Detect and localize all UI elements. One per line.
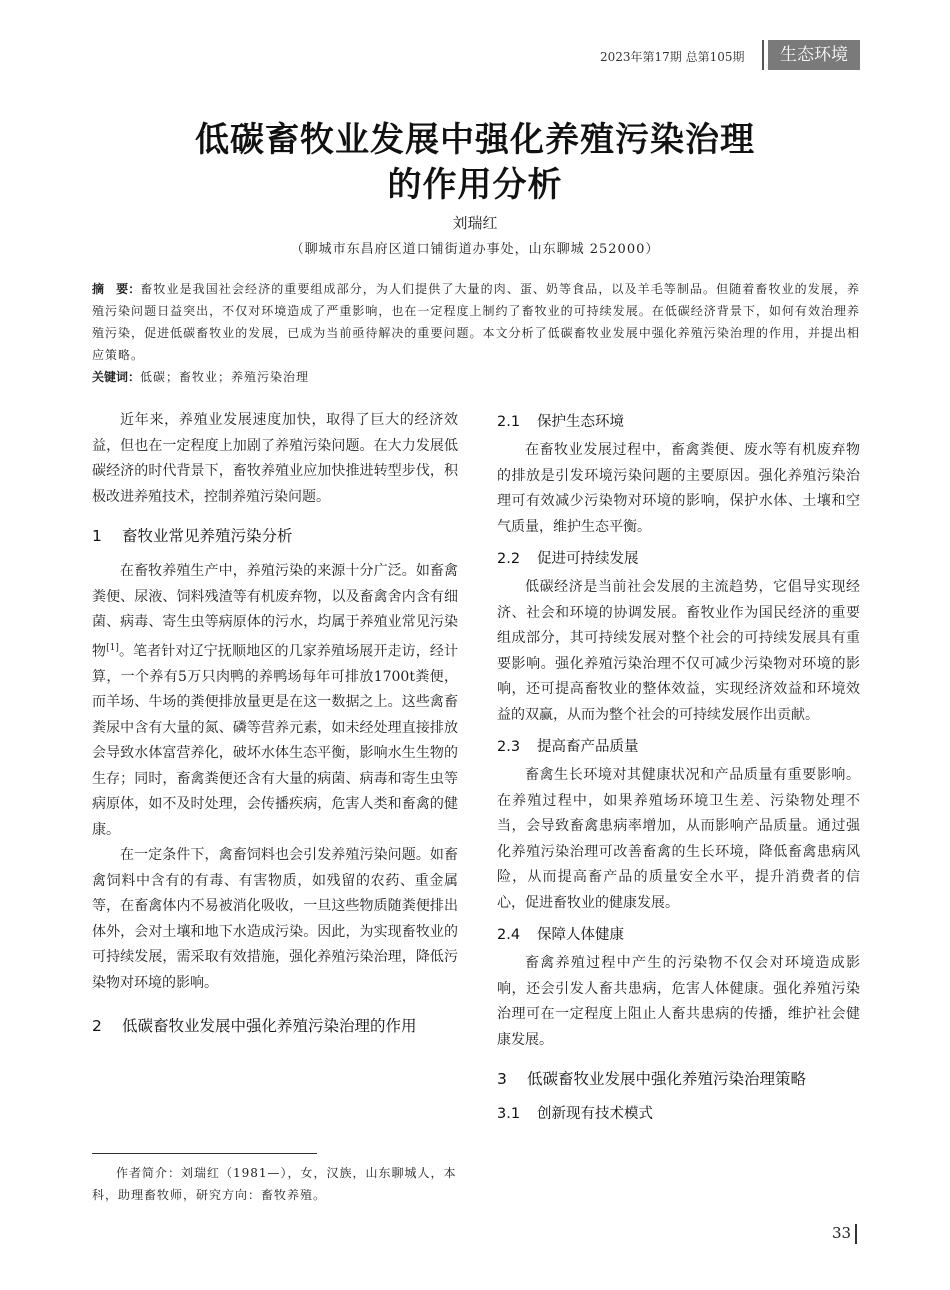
- section-2-1-paragraph: 在畜牧业发展过程中，畜禽粪便、废水等有机废弃物的排放是引发环境污染问题的主要原因。强化养殖污染治理可有效减少污染物对环境的影响，保护水体、土壤和空气质量，维护生态平衡。: [497, 442, 860, 535]
- section-3-1-title: 创新现有技术模式: [537, 1106, 653, 1122]
- section-2-3-title: 提高畜产品质量: [537, 739, 639, 755]
- author-footnote: 作者简介：刘瑞红（1981—），女，汉族，山东聊城人，本科，助理畜牧师，研究方向：畜牧养殖。: [92, 1166, 457, 1202]
- section-2-4-paragraph: 畜禽养殖过程中产生的污染物不仅会对环境造成影响，还会引发人畜共患病，危害人体健康。强化养殖污染治理可在一定程度上阻止人畜共患病的传播，维护社会健康发展。: [497, 955, 860, 1048]
- section-2-3-heading: [497, 735, 860, 760]
- section-1-paragraph-2: 在一定条件下，禽畜饲料也会引发养殖污染问题。如畜禽饲料中含有的有毒、有害物质，如残留的农药、重金属等，在畜禽体内不易被消化吸收，一旦这些物质随粪便排出体外，会对土壤和地下水造成污染。因此，为实现畜牧业的可持续发展，需采取有效措施，强化养殖污染治理，降低污染物对环境的影响。: [92, 847, 458, 991]
- section-3-number: 3: [497, 1070, 507, 1088]
- author: 刘瑞红: [452, 214, 498, 232]
- footnote-divider: [92, 1153, 317, 1154]
- abstract-label: 摘 要：: [92, 282, 141, 296]
- title-line-2: 的作用分析: [387, 165, 563, 205]
- citation-ref[interactable]: [1]: [106, 642, 119, 653]
- section-1-paragraph-1: [92, 559, 458, 843]
- section-3-title: 低碳畜牧业发展中强化养殖污染治理策略: [527, 1070, 807, 1088]
- intro-paragraph: 近年来，养殖业发展速度加快，取得了巨大的经济效益，但也在一定程度上加剧了养殖污染问题。在大力发展低碳经济的时代背景下，畜牧养殖业应加快推进转型步伐，积极改进养殖技术，控制养殖污染问题。: [92, 412, 458, 505]
- section-2-2-paragraph: 低碳经济是当前社会发展的主流趋势，它倡导实现经济、社会和环境的协调发展。畜牧业作为国民经济的重要组成部分，其可持续发展对整个社会的可持续发展具有重要影响。强化养殖污染治理不仅可减少污染物对环境的影响，还可提高畜牧业的整体效益，实现经济效益和环境效益的双赢，从而为整个社会的可持续发展作出贡献。: [497, 579, 860, 723]
- section-2-1-heading: [497, 410, 860, 435]
- section-3-1-number: 3.1: [497, 1106, 521, 1122]
- page-number: 33: [832, 1224, 852, 1242]
- section-1-title: 畜牧业常见养殖污染分析: [122, 527, 293, 545]
- section-2-2-title: 促进可持续发展: [537, 551, 639, 567]
- keywords: [92, 368, 309, 385]
- section-2-2-heading: [497, 547, 860, 572]
- left-column: [92, 408, 458, 1054]
- header-divider: [762, 40, 764, 70]
- section-3-heading: [497, 1067, 860, 1092]
- keywords-label: 关键词：: [92, 370, 141, 384]
- affiliation: （聊城市东昌府区道口铺街道办事处，山东聊城 252000）: [290, 242, 660, 257]
- right-column: [497, 410, 860, 1130]
- title-line-1: 低碳畜牧业发展中强化养殖污染治理: [195, 120, 755, 160]
- section-badge: 生态环境: [768, 40, 860, 70]
- section-1-p1-text-a: 在畜牧养殖生产中，养殖污染的来源十分广泛。如畜禽粪便、尿液、饲料残渣等有机废弃物，以及畜禽舍内含有细菌、病毒、寄生虫等病原体的污水，均属于养殖业常见污染物: [92, 563, 458, 660]
- page-number-bar: [855, 1224, 857, 1244]
- section-2-1-number: 2.1: [497, 414, 521, 430]
- section-2-2-number: 2.2: [497, 551, 521, 567]
- section-1-heading: [92, 524, 458, 549]
- section-2-title: 低碳畜牧业发展中强化养殖污染治理的作用: [122, 1017, 417, 1036]
- section-2-3-number: 2.3: [497, 739, 521, 755]
- section-1-p1-text-b: 。笔者针对辽宁抚顺地区的几家养殖场展开走访，经计算，一个养有5万只肉鸭的养鸭场每年可排放1700t粪便，而羊场、牛场的粪便排放量更是在这一数据之上。这些禽畜粪尿中含有大量的氮、磷等营养元素，如未经处理直接排放会导致水体富营养化，破坏水体生态平衡，影响水生生物的生存；同时，畜禽粪便还含有大量的病菌、病毒和寄生虫等病原体，如不及时处理，会传播疾病，危害人类和畜禽的健康。: [92, 643, 459, 838]
- section-2-4-number: 2.4: [497, 927, 521, 943]
- section-1-number: 1: [92, 527, 102, 545]
- keywords-text: 低碳；畜牧业；养殖污染治理: [140, 370, 310, 384]
- abstract-text: 畜牧业是我国社会经济的重要组成部分，为人们提供了大量的肉、蛋、奶等食品，以及羊毛等制品。但随着畜牧业的发展，养殖污染问题日益突出，不仅对环境造成了严重影响，也在一定程度上制约了畜牧业的可持续发展。在低碳经济背景下，如何有效治理养殖污染，促进低碳畜牧业的发展，已成为当前亟待解决的重要问题。本文分析了低碳畜牧业发展中强化养殖污染治理的作用，并提出相应策略。: [92, 282, 860, 362]
- section-2-number: 2: [92, 1017, 102, 1036]
- issue-info: 2023年第17期 总第105期: [600, 50, 745, 64]
- abstract: [92, 278, 860, 366]
- section-2-4-heading: [497, 923, 860, 948]
- section-2-heading: [92, 1008, 458, 1044]
- section-2-3-paragraph: 畜禽生长环境对其健康状况和产品质量有重要影响。在养殖过程中，如果养殖场环境卫生差、污染物处理不当，会导致畜禽患病率增加，从而影响产品质量。通过强化养殖污染治理可改善畜禽的生长环境，降低畜禽患病风险，从而提高畜产品的质量安全水平，提升消费者的信心，促进畜牧业的健康发展。: [497, 767, 860, 911]
- section-2-4-title: 保障人体健康: [537, 927, 624, 943]
- section-3-1-heading: [497, 1102, 860, 1127]
- section-2-1-title: 保护生态环境: [537, 414, 624, 430]
